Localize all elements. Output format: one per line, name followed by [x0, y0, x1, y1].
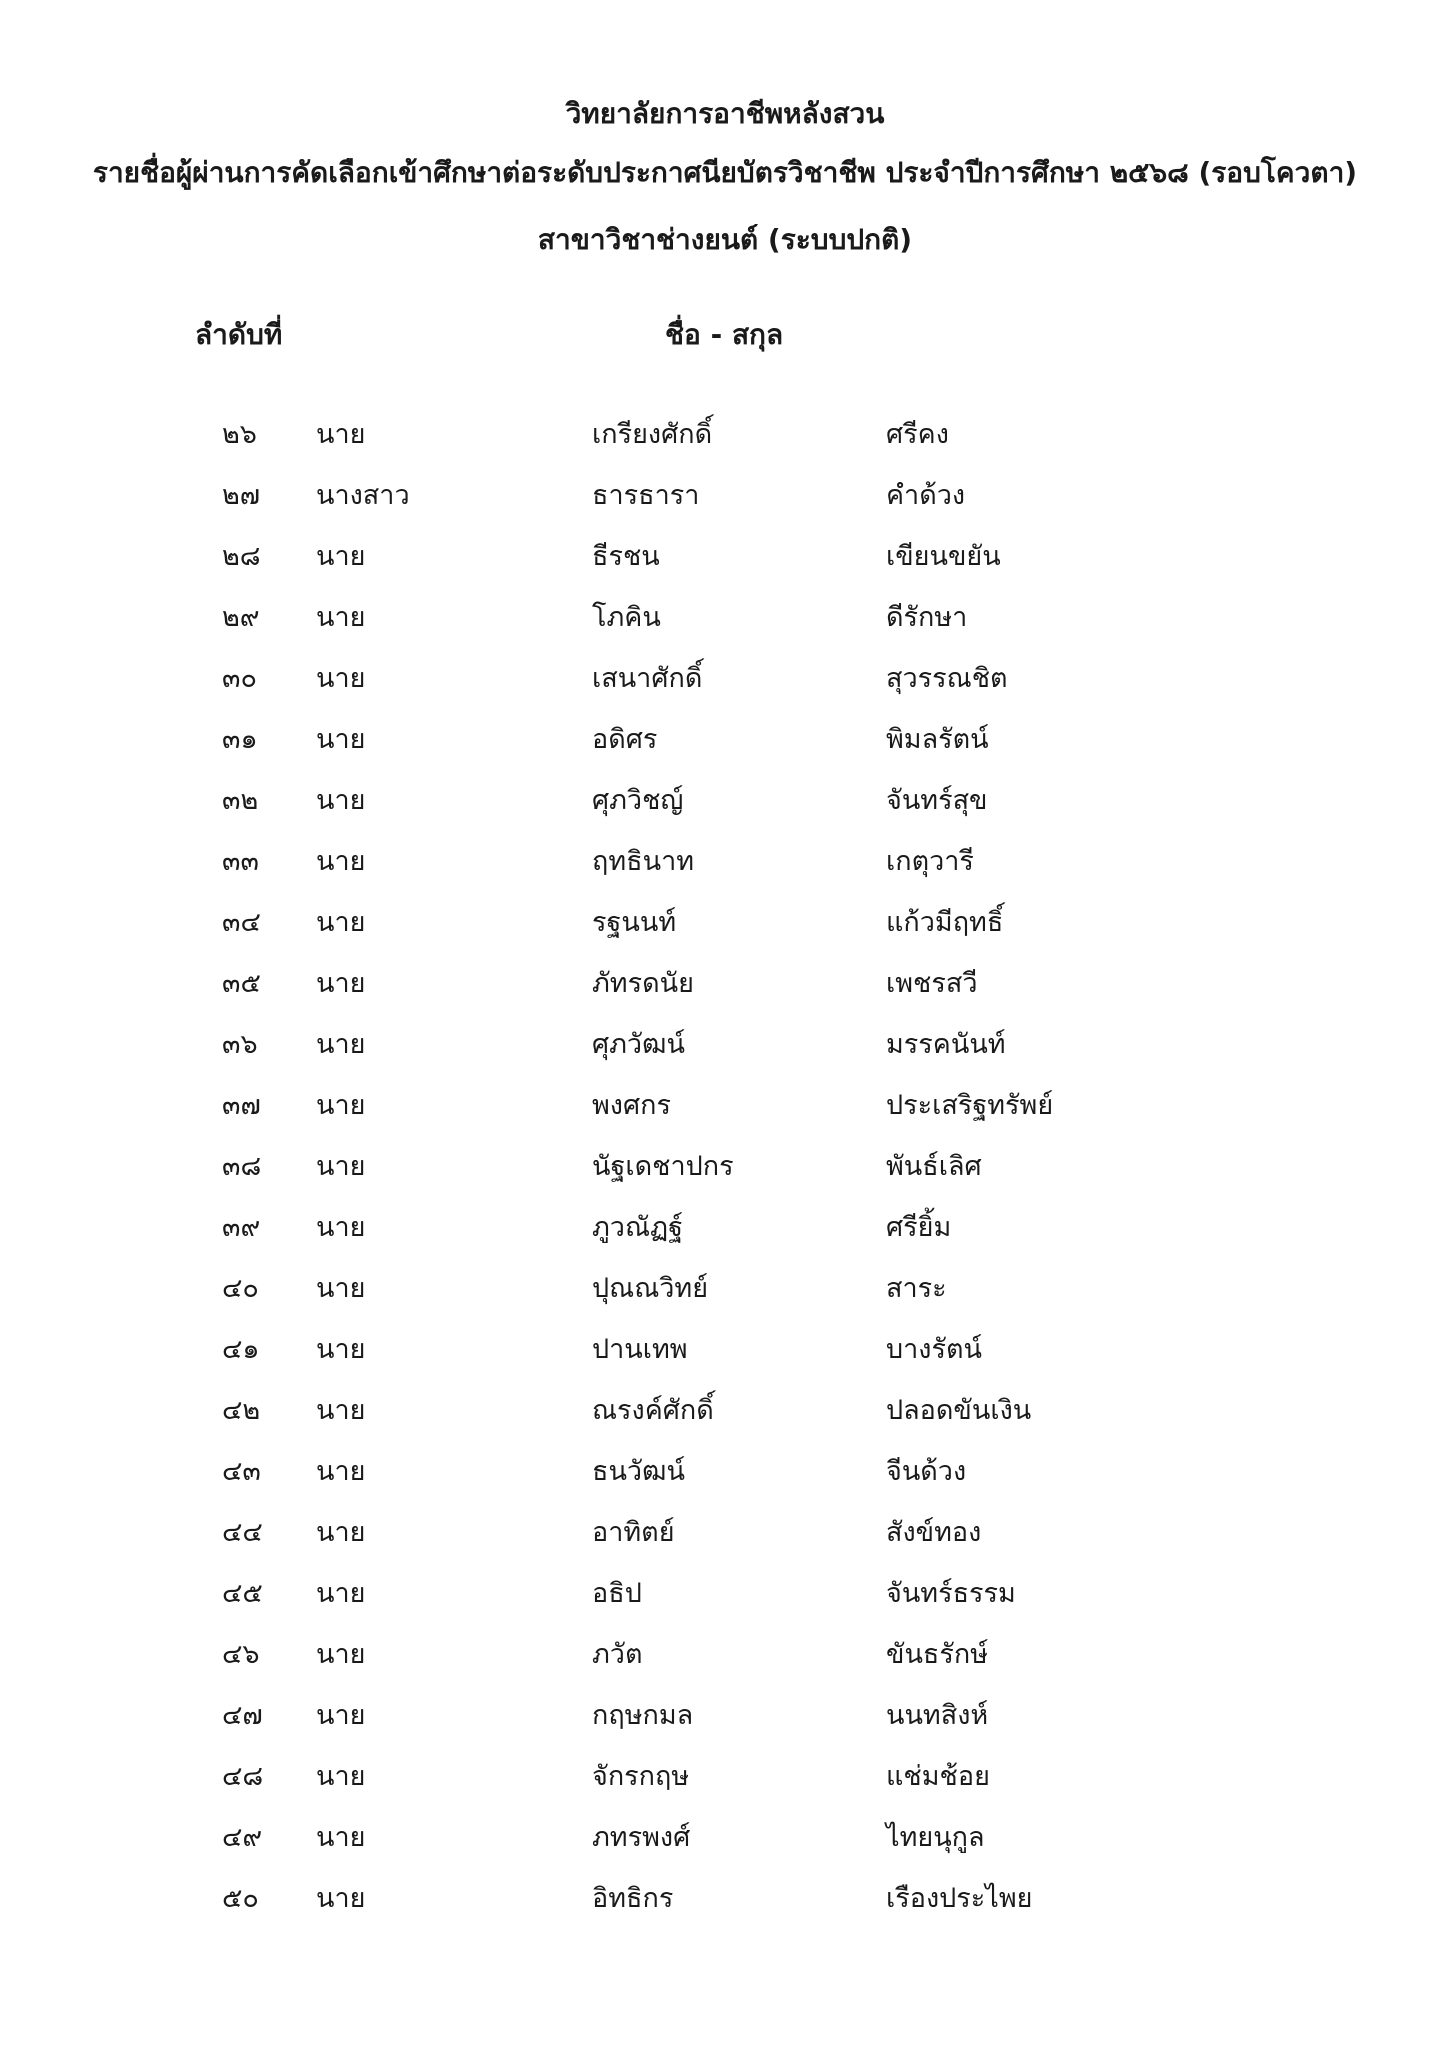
- row-last-name: มรรคนันท์: [886, 1029, 1006, 1060]
- list-item: [0, 656, 1450, 717]
- row-first-name: เกรียงศักดิ์: [592, 419, 713, 450]
- row-number: ๔๙: [222, 1822, 263, 1853]
- row-first-name: ณรงค์ศักดิ์: [592, 1395, 714, 1426]
- row-first-name: ธนวัฒน์: [592, 1456, 685, 1487]
- row-first-name: อิทธิกร: [592, 1883, 674, 1914]
- row-title: นาย: [316, 785, 366, 816]
- list-title: รายชื่อผู้ผ่านการคัดเลือกเข้าศึกษาต่อระดับประกาศนียบัตรวิชาชีพ ประจำปีการศึกษา ๒๕๖๘ (รอบโควตา): [92, 156, 1358, 189]
- row-title: นาย: [316, 1700, 366, 1731]
- row-first-name: พงศกร: [592, 1090, 671, 1121]
- row-first-name: เสนาศักดิ์: [592, 663, 703, 694]
- list-item: [0, 778, 1450, 839]
- row-number: ๓๑: [222, 724, 258, 755]
- row-title: นาย: [316, 541, 366, 572]
- row-number: ๔๐: [222, 1273, 259, 1304]
- row-first-name: กฤษกมล: [592, 1700, 694, 1731]
- list-item: [0, 1144, 1450, 1205]
- row-first-name: นัฐเดชาปกร: [592, 1151, 734, 1182]
- row-number: ๓๐: [222, 663, 257, 694]
- row-title: นาย: [316, 419, 366, 450]
- row-last-name: นนทสิงห์: [886, 1700, 989, 1731]
- row-number: ๓๘: [222, 1151, 262, 1182]
- row-title: นาย: [316, 968, 366, 999]
- row-first-name: ภทรพงศ์: [592, 1822, 691, 1853]
- row-title: นาย: [316, 1273, 366, 1304]
- row-last-name: เขียนขยัน: [886, 541, 1001, 572]
- column-header-name: ชื่อ - สกุล: [665, 318, 784, 351]
- row-title: นาย: [316, 1822, 366, 1853]
- list-item: [0, 1815, 1450, 1876]
- list-item: [0, 534, 1450, 595]
- row-first-name: ศุภวิชญ์: [592, 785, 684, 816]
- list-item: [0, 473, 1450, 534]
- row-last-name: สุวรรณชิต: [886, 663, 1008, 694]
- row-last-name: สังข์ทอง: [886, 1517, 982, 1548]
- list-item: [0, 1327, 1450, 1388]
- row-last-name: ประเสริฐทรัพย์: [886, 1090, 1054, 1121]
- row-last-name: พันธ์เลิศ: [886, 1151, 982, 1182]
- row-number: ๒๖: [222, 419, 257, 450]
- row-title: นาย: [316, 1151, 366, 1182]
- row-first-name: ภวัต: [592, 1639, 643, 1670]
- row-title: นาย: [316, 1517, 366, 1548]
- row-title: นางสาว: [316, 480, 410, 511]
- list-item: [0, 1449, 1450, 1510]
- row-number: ๒๙: [222, 602, 260, 633]
- row-number: ๔๔: [222, 1517, 263, 1548]
- list-item: [0, 900, 1450, 961]
- list-item: [0, 1510, 1450, 1571]
- row-first-name: จักรกฤษ: [592, 1761, 690, 1792]
- list-item: [0, 839, 1450, 900]
- row-title: นาย: [316, 1883, 366, 1914]
- row-number: ๓๕: [222, 968, 261, 999]
- row-number: ๓๗: [222, 1090, 261, 1121]
- row-number: ๓๙: [222, 1212, 261, 1243]
- row-title: นาย: [316, 1029, 366, 1060]
- row-last-name: แช่มช้อย: [886, 1761, 990, 1792]
- college-name: วิทยาลัยการอาชีพหลังสวน: [565, 97, 885, 130]
- department-title: สาขาวิชาช่างยนต์ (ระบบปกติ): [537, 223, 913, 256]
- row-first-name: ฤทธินาท: [592, 846, 695, 877]
- row-number: ๒๘: [222, 541, 261, 572]
- list-item: [0, 1266, 1450, 1327]
- row-last-name: สาระ: [886, 1273, 947, 1304]
- row-last-name: เรืองประไพย: [886, 1883, 1033, 1914]
- row-number: ๔๖: [222, 1639, 260, 1670]
- row-title: นาย: [316, 1334, 366, 1365]
- row-first-name: โภคิน: [592, 602, 661, 633]
- row-title: นาย: [316, 1456, 366, 1487]
- row-number: ๔๘: [222, 1761, 264, 1792]
- list-item: [0, 1693, 1450, 1754]
- row-last-name: เพชรสวี: [886, 968, 978, 999]
- row-last-name: แก้วมีฤทธิ์: [886, 907, 1004, 938]
- row-last-name: ไทยนุกูล: [886, 1822, 985, 1853]
- row-first-name: ธีรชน: [592, 541, 660, 572]
- list-item: [0, 961, 1450, 1022]
- list-item: [0, 1022, 1450, 1083]
- row-last-name: คำด้วง: [886, 480, 966, 511]
- row-last-name: ดีรักษา: [886, 602, 968, 633]
- row-first-name: อดิศร: [592, 724, 658, 755]
- row-number: ๓๔: [222, 907, 261, 938]
- student-list: [0, 412, 1450, 1937]
- list-item: [0, 1571, 1450, 1632]
- row-first-name: อธิป: [592, 1578, 642, 1609]
- row-title: นาย: [316, 1761, 366, 1792]
- column-header-number: ลำดับที่: [195, 318, 283, 351]
- row-title: นาย: [316, 602, 366, 633]
- row-first-name: ศุภวัฒน์: [592, 1029, 685, 1060]
- row-title: นาย: [316, 907, 366, 938]
- row-title: นาย: [316, 1639, 366, 1670]
- row-number: ๔๗: [222, 1700, 263, 1731]
- row-last-name: ปลอดขันเงิน: [886, 1395, 1032, 1426]
- list-item: [0, 412, 1450, 473]
- row-title: นาย: [316, 1212, 366, 1243]
- row-first-name: ปุณณวิทย์: [592, 1273, 709, 1304]
- row-number: ๒๗: [222, 480, 261, 511]
- list-item: [0, 717, 1450, 778]
- row-number: ๔๒: [222, 1395, 261, 1426]
- row-first-name: ภัทรดนัย: [592, 968, 694, 999]
- list-item: [0, 1388, 1450, 1449]
- row-title: นาย: [316, 1578, 366, 1609]
- row-number: ๓๓: [222, 846, 259, 877]
- row-title: นาย: [316, 1090, 366, 1121]
- list-item: [0, 1083, 1450, 1144]
- row-number: ๓๖: [222, 1029, 258, 1060]
- row-last-name: ศรีคง: [886, 419, 949, 450]
- row-number: ๓๒: [222, 785, 259, 816]
- row-last-name: ขันธรักษ์: [886, 1639, 989, 1670]
- row-last-name: เกตุวารี: [886, 846, 974, 877]
- row-first-name: รฐนนท์: [592, 907, 677, 938]
- row-last-name: จันทร์สุข: [886, 785, 988, 816]
- row-last-name: จันทร์ธรรม: [886, 1578, 1016, 1609]
- row-last-name: จีนด้วง: [886, 1456, 967, 1487]
- row-number: ๔๕: [222, 1578, 263, 1609]
- list-item: [0, 595, 1450, 656]
- row-last-name: พิมลรัตน์: [886, 724, 989, 755]
- list-item: [0, 1205, 1450, 1266]
- list-item: [0, 1876, 1450, 1937]
- row-first-name: อาทิตย์: [592, 1517, 675, 1548]
- row-title: นาย: [316, 663, 366, 694]
- row-first-name: ปานเทพ: [592, 1334, 688, 1365]
- list-item: [0, 1754, 1450, 1815]
- row-title: นาย: [316, 1395, 366, 1426]
- row-number: ๔๓: [222, 1456, 261, 1487]
- row-number: ๕๐: [222, 1883, 259, 1914]
- row-first-name: ธารธารา: [592, 480, 700, 511]
- row-title: นาย: [316, 724, 366, 755]
- row-title: นาย: [316, 846, 366, 877]
- row-number: ๔๑: [222, 1334, 260, 1365]
- row-last-name: บางรัตน์: [886, 1334, 982, 1365]
- list-item: [0, 1632, 1450, 1693]
- row-first-name: ภูวณัฏฐ์: [592, 1212, 684, 1243]
- row-last-name: ศรียิ้ม: [886, 1212, 952, 1243]
